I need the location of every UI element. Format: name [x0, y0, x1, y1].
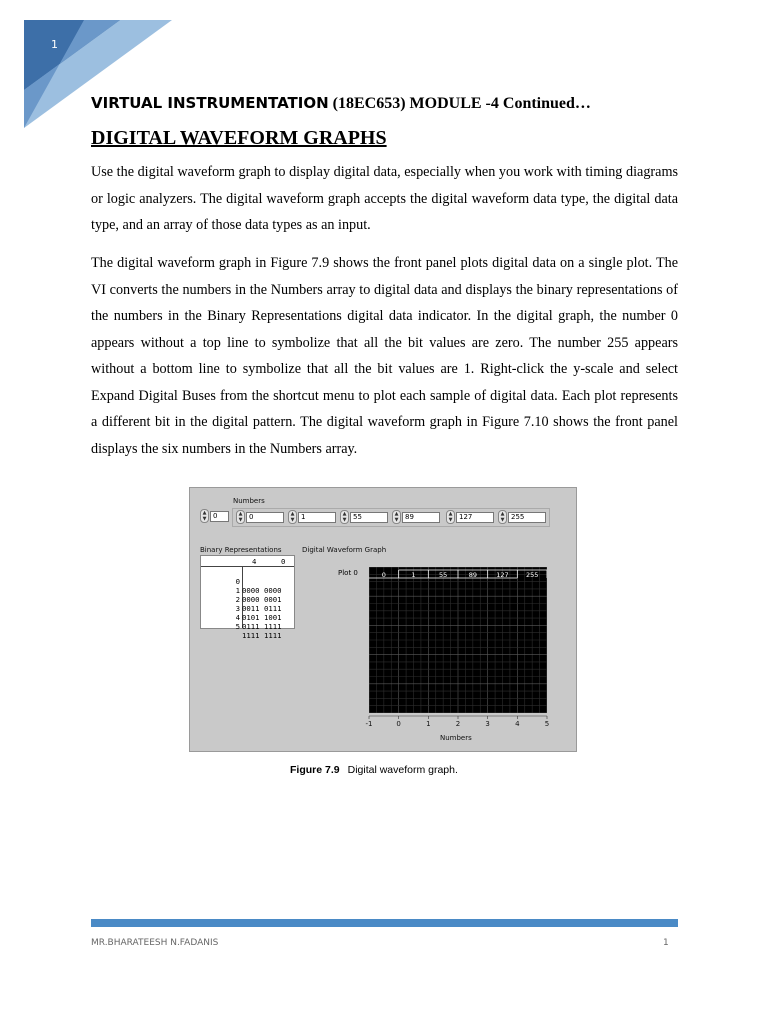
binary-representations-label: Binary Representations [200, 546, 282, 554]
row-index: 0 [235, 577, 240, 586]
index-value[interactable]: 0 [210, 511, 229, 522]
caption-number: Figure 7.9 [290, 764, 340, 776]
number-2[interactable]: 55 [350, 512, 388, 523]
row-bits: 0101 1001 [242, 613, 282, 622]
row-bits: 0111 1111 [242, 622, 282, 631]
x-tick-label: 5 [544, 720, 550, 728]
number-1[interactable]: 1 [298, 512, 336, 523]
footer-page-number: 1 [663, 938, 669, 948]
caption-text: Digital waveform graph. [347, 764, 458, 776]
row-index: 1 [235, 586, 240, 595]
x-tick-label: -1 [365, 720, 373, 728]
bus-value-label: 55 [439, 571, 448, 579]
paragraph-description: The digital waveform graph in Figure 7.9 shows the front panel plots digital data on a single plot. The VI converts the numbers in the Numbers array to digital data and displays the binary representations of the numbers in the Binary Representations digital data indicator. In the digital graph, the number 0 appears without a top line to symbolize that all the bit values are zero. The number 255 appears without a bottom line to symbolize that all the bit values are 1. Right-click the y-scale and select Expand Digital Buses from the shortcut menu to plot each sample of digital data. Each plot represents a different bit in the digital pattern. The digital waveform graph in Figure 7.10 shows the front panel displays the six numbers in the Numbers array. [91, 255, 678, 457]
row-index: 3 [235, 604, 240, 613]
row-bits: 1111 1111 [242, 631, 282, 640]
x-tick-label: 0 [396, 720, 401, 728]
numbers-label: Numbers [233, 497, 265, 505]
module-info: (18EC653) MODULE -4 Continued… [328, 95, 591, 112]
x-tick-label: 1 [426, 720, 431, 728]
plot-name-label[interactable]: Plot 0 [338, 569, 358, 577]
number-spinner-0[interactable]: ▲ ▼ [236, 510, 245, 524]
plot-grid [369, 567, 547, 713]
page-header [91, 94, 731, 113]
bit-header-high: 4 [252, 557, 257, 566]
row-bits: 0000 0001 [242, 595, 282, 604]
number-3[interactable]: 89 [402, 512, 440, 523]
row-bits: 0011 0111 [242, 604, 282, 613]
footer-bar [91, 919, 678, 927]
digital-plot-area[interactable] [369, 567, 547, 713]
bus-value-label: 0 [381, 571, 386, 579]
section-title: DIGITAL WAVEFORM GRAPHS [91, 127, 387, 149]
number-4[interactable]: 127 [456, 512, 494, 523]
number-5[interactable]: 255 [508, 512, 546, 523]
x-axis-label: Numbers [440, 734, 472, 742]
course-title: VIRTUAL INSTRUMENTATION [91, 94, 329, 112]
top-page-number: 1 [51, 38, 58, 51]
number-0[interactable]: 0 [246, 512, 284, 523]
x-tick-label: 2 [455, 720, 461, 728]
bus-value-label: 255 [525, 571, 539, 579]
index-spinner[interactable]: ▲ ▼ [200, 509, 209, 523]
row-bits: 0000 0000 [242, 586, 282, 595]
figure-digital-waveform [189, 487, 577, 752]
digital-waveform-graph-label: Digital Waveform Graph [302, 546, 387, 554]
bus-value-label: 1 [411, 571, 416, 579]
number-spinner-5[interactable]: ▲ ▼ [498, 510, 507, 524]
number-spinner-2[interactable]: ▲ ▼ [340, 510, 349, 524]
paragraph-intro: Use the digital waveform graph to display digital data, especially when you work with timing diagrams or logic analyzers. The digital waveform graph accepts the digital waveform data type, the digital data type, and an array of those data types as an input. [91, 164, 678, 233]
table-header-divider [201, 566, 294, 567]
bus-value-label: 127 [496, 571, 509, 579]
bus-value-label: 89 [468, 571, 477, 579]
number-spinner-1[interactable]: ▲ ▼ [288, 510, 297, 524]
binary-representations-table [200, 555, 295, 640]
row-index: 2 [235, 595, 240, 604]
x-tick-label: 3 [485, 720, 490, 728]
bit-header-low: 0 [281, 557, 286, 566]
x-tick-label: 4 [515, 720, 520, 728]
number-spinner-3[interactable]: ▲ ▼ [392, 510, 401, 524]
row-index: 4 [235, 613, 240, 622]
number-spinner-4[interactable]: ▲ ▼ [446, 510, 455, 524]
figure-caption [290, 764, 458, 776]
row-index: 5 [235, 622, 240, 631]
footer-author: MR.BHARATEESH N.FADANIS [91, 938, 219, 948]
